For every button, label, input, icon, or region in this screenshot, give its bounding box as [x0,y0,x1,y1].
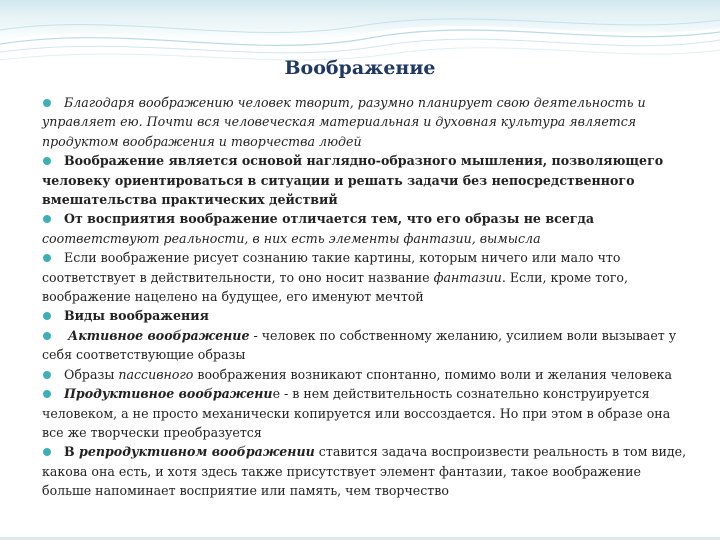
bullet-paragraph [42,248,688,306]
bullet-paragraph [42,209,688,248]
paragraph-text: Виды воображения [64,308,209,324]
bullet-paragraph [42,93,688,151]
paragraph-text: Образы [64,366,119,382]
paragraph-text: - человек по собственному желанию, усилием воли вызывает у себя соответствующие образы [42,327,677,363]
paragraph-text: пассивного [118,366,194,382]
paragraph-text: Если воображение рисует сознанию такие картины, которым ничего или мало что соответствует в действительности, то оно носит название [42,250,621,285]
paragraph-text: Воображение является основой наглядно-образного мышления, позволяющего человеку ориентироваться в ситуации и решать задачи без непосредственного вмешательства практических действий [42,153,664,208]
paragraph-text: Благодаря воображению человек творит, разумно планирует свою деятельность и управляет ею. Почти вся человеческая материальная и духовная культура является продуктом воображения и творчества людей [42,95,646,149]
paragraph-text: фантазии [433,269,502,285]
slide-body [42,93,688,501]
bullet-paragraph [42,151,688,209]
paragraph-text: соответствуют реальности, в них есть элементы фантазии, вымысла [42,230,541,246]
bullet-paragraph [42,326,688,365]
bullet-paragraph [42,365,688,384]
bullet-paragraph [42,384,688,442]
paragraph-text: . Если, кроме того, воображение нацелено на будущее, его именуют мечтой [42,269,628,305]
paragraph-text: репродуктивном воображении [79,444,315,460]
paragraph-text: В [64,444,80,460]
paragraph-text: От восприятия воображение отличается тем, что его образы не всегда [64,211,595,227]
paragraph-text: Активное воображение [68,327,250,343]
paragraph-text: е - в нем действительность сознательно конструируется человеком, а не просто механически копируется или воссоздается. Но при этом в образе она все же творчески преобразуется [42,386,671,440]
slide-title: Воображение [284,57,436,79]
paragraph-text: Продуктивное воображени [64,386,273,402]
bullet-paragraph [42,306,688,325]
paragraph-text: ставится задача воспроизвести реальность в том виде, какова она есть, и хотя здесь также присутствует элемент фантазии, такое воображение больше напоминает восприятие или память, чем творчество [42,444,687,499]
bullet-paragraph [42,442,688,500]
paragraph-text: воображения возникают спонтанно, помимо воли и желания человека [193,366,673,382]
